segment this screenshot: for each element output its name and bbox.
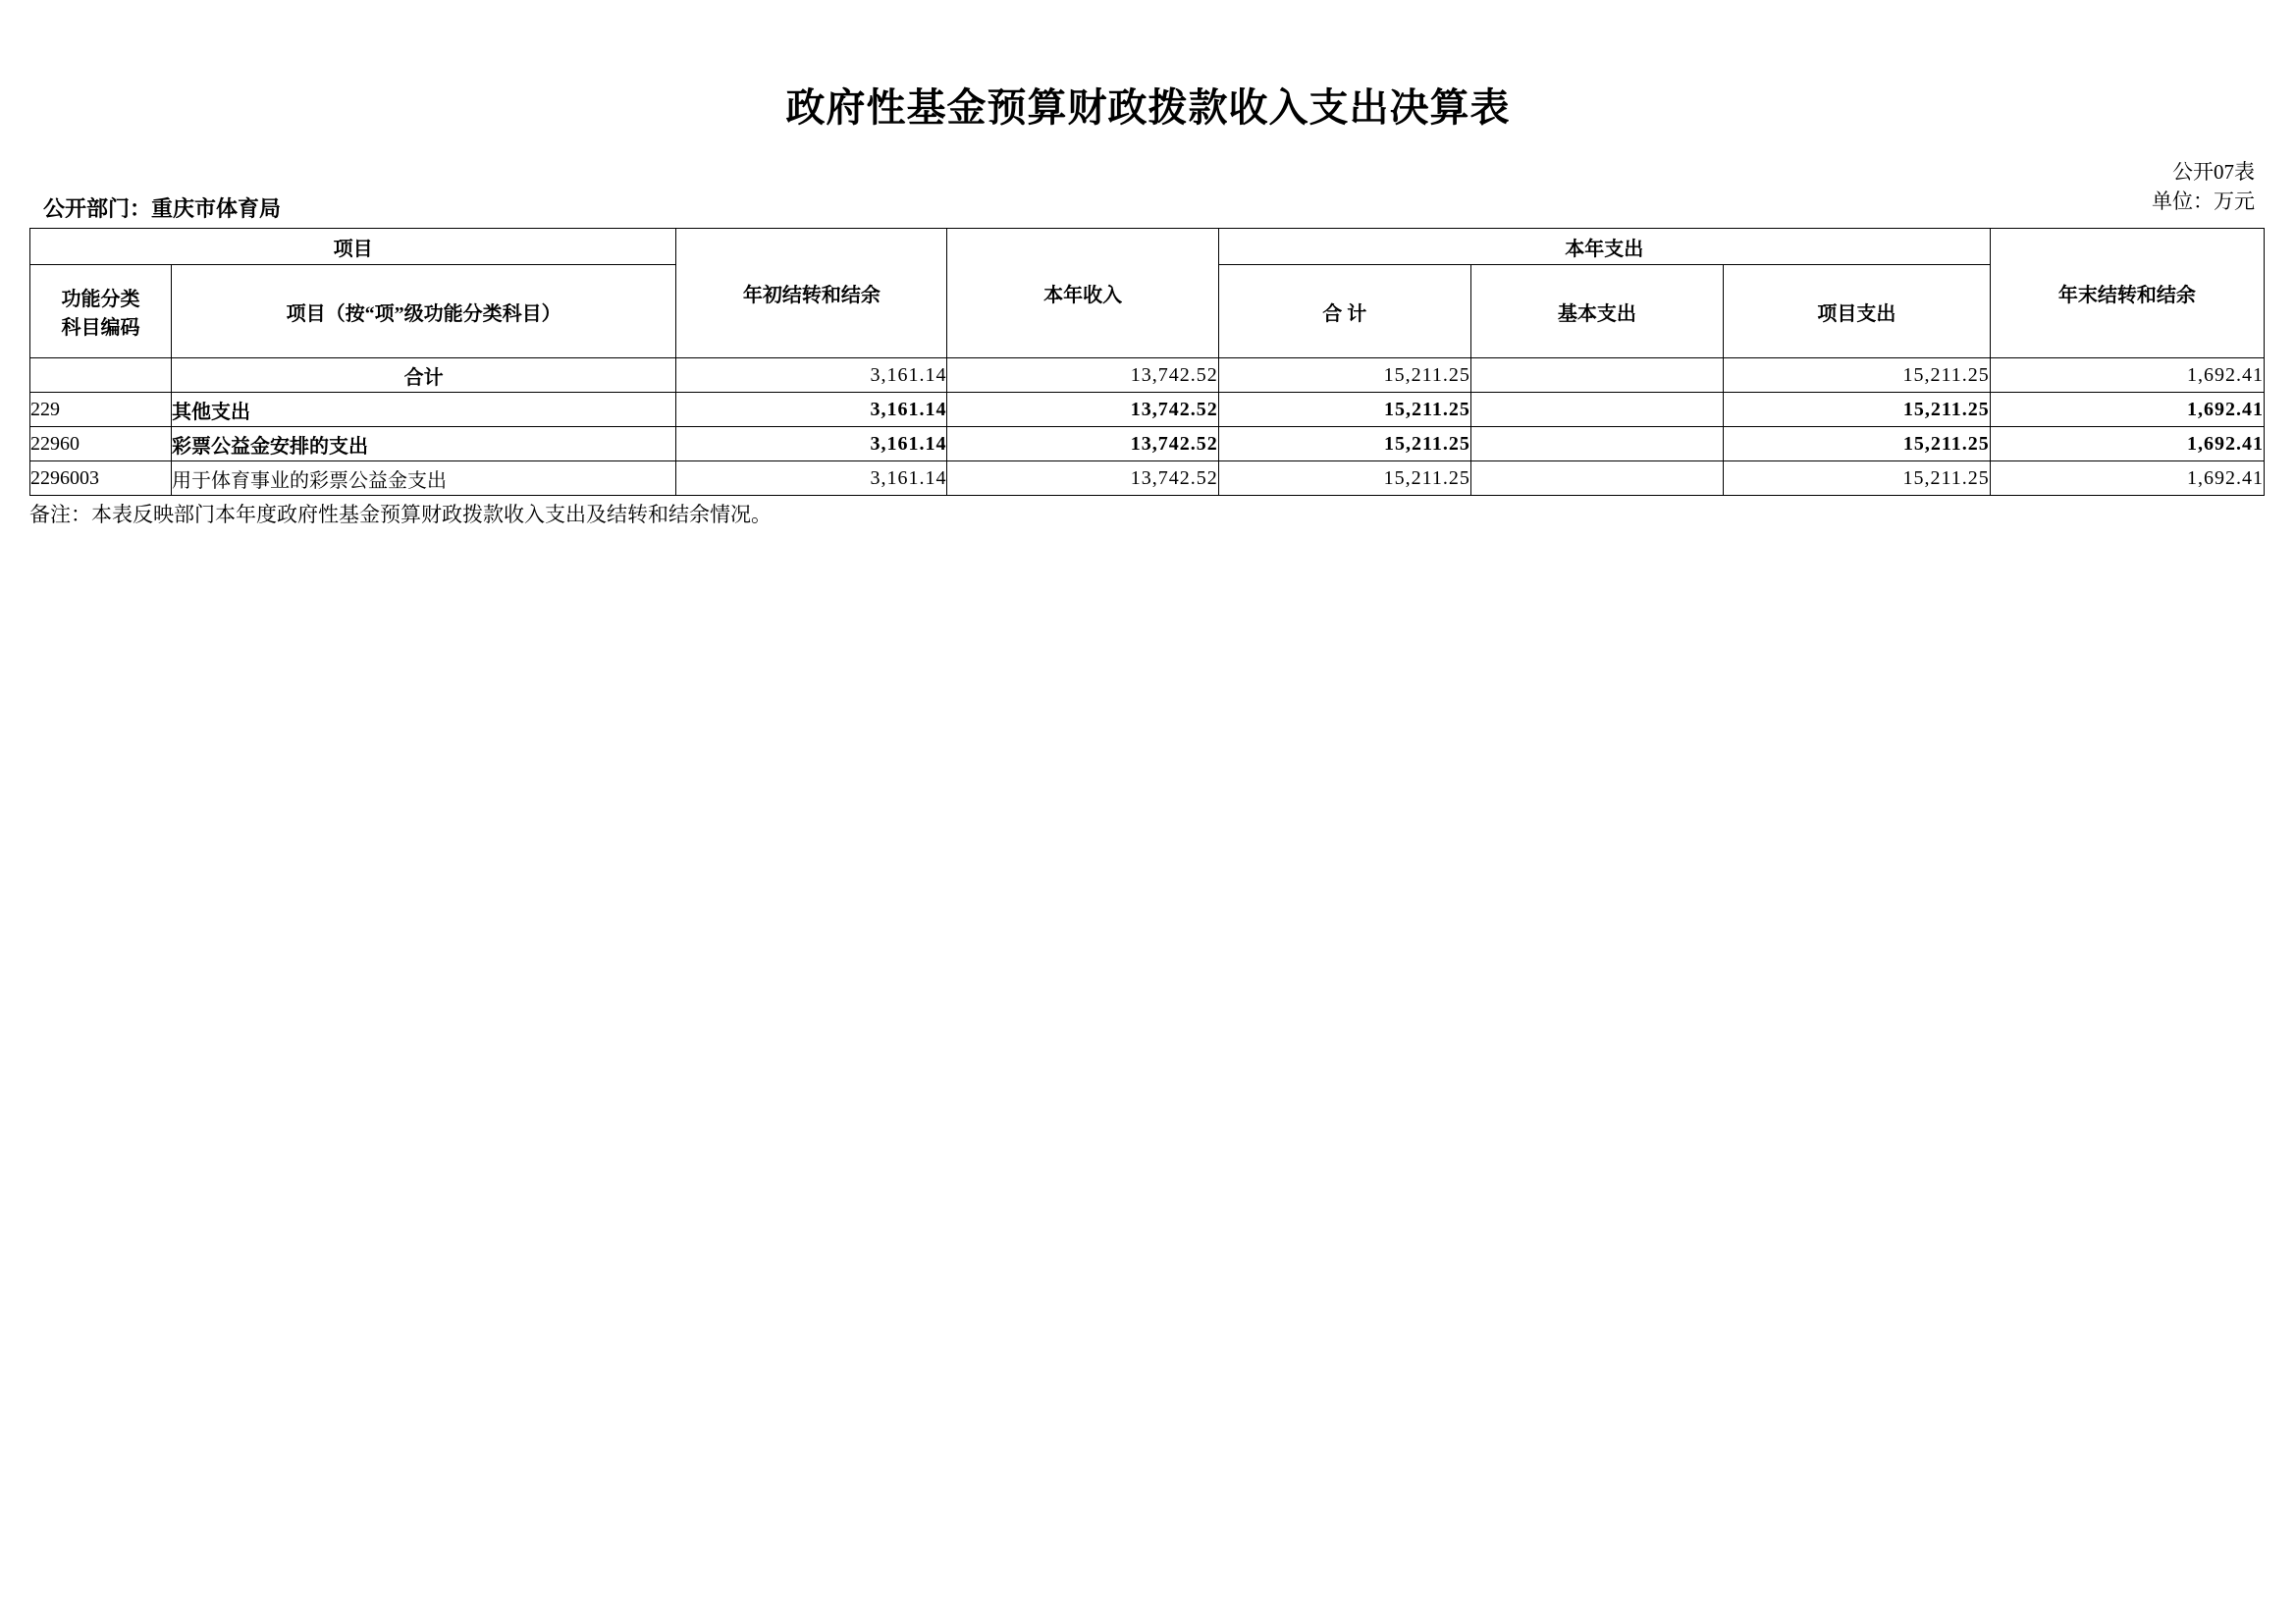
header-total: 合 计 [1218, 265, 1470, 358]
cell-code [30, 358, 172, 393]
header-basic: 基本支出 [1470, 265, 1723, 358]
cell-basic [1470, 461, 1723, 496]
cell-name: 彩票公益金安排的支出 [171, 427, 675, 461]
cell-total: 15,211.25 [1218, 427, 1470, 461]
header-group-item: 项目 [30, 229, 676, 265]
cell-basic [1470, 427, 1723, 461]
header-income: 本年收入 [947, 229, 1218, 358]
header-function-code-line1: 功能分类 [61, 289, 140, 310]
header-function-code [30, 265, 172, 358]
cell-income: 13,742.52 [947, 358, 1218, 393]
cell-total: 15,211.25 [1218, 358, 1470, 393]
cell-project: 15,211.25 [1723, 358, 1990, 393]
cell-begin-balance: 3,161.14 [676, 427, 947, 461]
header-begin-balance: 年初结转和结余 [676, 229, 947, 358]
table-row [30, 427, 2265, 461]
cell-name: 合计 [171, 358, 675, 393]
form-meta [2152, 157, 2255, 216]
header-item-name: 项目（按“项”级功能分类科目） [171, 265, 675, 358]
table-row [30, 358, 2265, 393]
cell-end-balance: 1,692.41 [1990, 461, 2264, 496]
cell-end-balance: 1,692.41 [1990, 393, 2264, 427]
cell-total: 15,211.25 [1218, 461, 1470, 496]
cell-code: 2296003 [30, 461, 172, 496]
table-row [30, 393, 2265, 427]
table-note: 备注：本表反映部门本年度政府性基金预算财政拨款收入支出及结转和结余情况。 [29, 503, 772, 526]
table-header-row-1 [30, 229, 2265, 265]
cell-begin-balance: 3,161.14 [676, 461, 947, 496]
cell-income: 13,742.52 [947, 461, 1218, 496]
page-title: 政府性基金预算财政拨款收入支出决算表 [785, 86, 1511, 130]
cell-total: 15,211.25 [1218, 393, 1470, 427]
cell-basic [1470, 393, 1723, 427]
unit-label: 单位：万元 [2152, 189, 2255, 213]
form-number: 公开07表 [2172, 160, 2255, 184]
cell-name: 其他支出 [171, 393, 675, 427]
budget-table [29, 228, 2265, 496]
header-project: 项目支出 [1723, 265, 1990, 358]
cell-begin-balance: 3,161.14 [676, 358, 947, 393]
header-function-code-line2: 科目编码 [61, 317, 140, 339]
cell-end-balance: 1,692.41 [1990, 427, 2264, 461]
cell-project: 15,211.25 [1723, 393, 1990, 427]
header-end-balance: 年末结转和结余 [1990, 229, 2264, 358]
department-label: 公开部门：重庆市体育局 [43, 196, 282, 221]
cell-income: 13,742.52 [947, 393, 1218, 427]
header-group-expenditure: 本年支出 [1218, 229, 1990, 265]
cell-project: 15,211.25 [1723, 427, 1990, 461]
cell-code: 22960 [30, 427, 172, 461]
cell-basic [1470, 358, 1723, 393]
table-row [30, 461, 2265, 496]
cell-code: 229 [30, 393, 172, 427]
cell-income: 13,742.52 [947, 427, 1218, 461]
cell-end-balance: 1,692.41 [1990, 358, 2264, 393]
cell-project: 15,211.25 [1723, 461, 1990, 496]
cell-name: 用于体育事业的彩票公益金支出 [171, 461, 675, 496]
cell-begin-balance: 3,161.14 [676, 393, 947, 427]
